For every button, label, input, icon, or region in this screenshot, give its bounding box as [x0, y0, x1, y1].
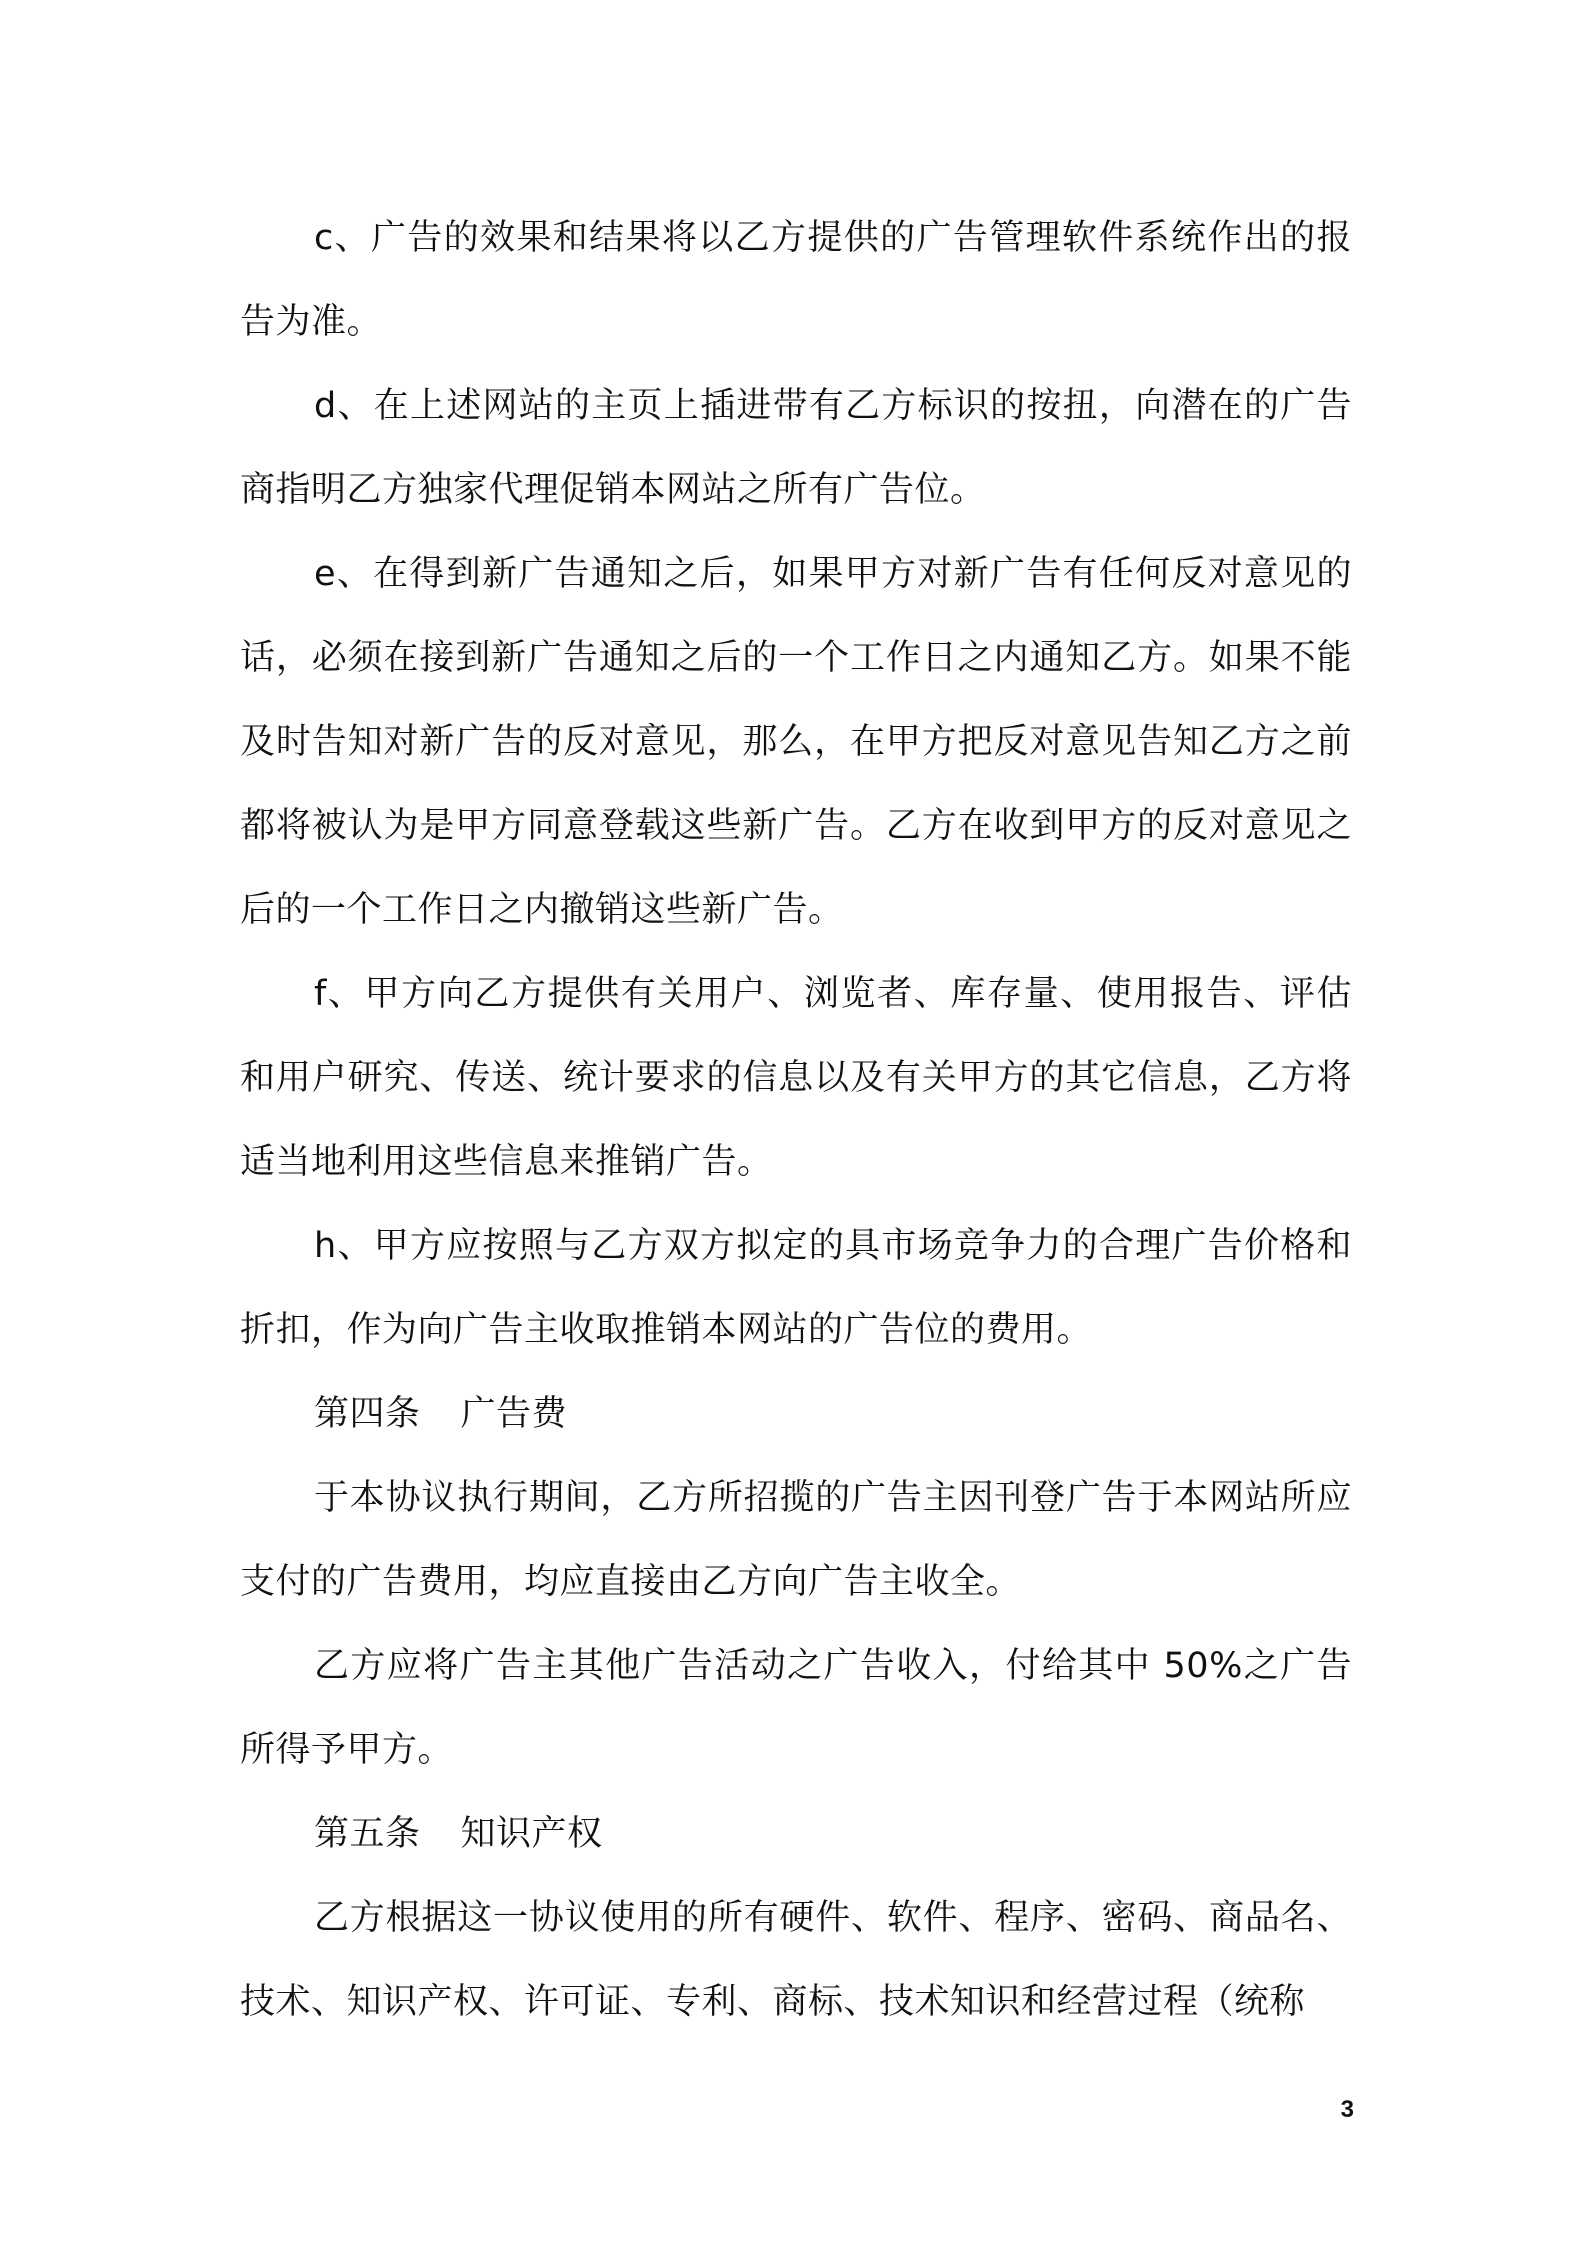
article-5-title: 知识产权	[460, 1814, 603, 1854]
article-5-paragraph-1: 乙方根据这一协议使用的所有硬件、软件、程序、密码、商品名、技术、知识产权、许可证、专利、商标、技术知识和经营过程（统称	[240, 1898, 1352, 2022]
article-4-paragraph-1: 于本协议执行期间，乙方所招揽的广告主因刊登广告于本网站所应支付的广告费用，均应直接由乙方向广告主收全。	[240, 1478, 1352, 1602]
article-5-heading	[240, 1792, 1352, 1876]
article-4-title: 广告费	[460, 1394, 568, 1434]
article-4-heading	[240, 1372, 1352, 1456]
article-4-number: 第四条	[314, 1394, 421, 1434]
paragraph-h: h、甲方应按照与乙方双方拟定的具市场竞争力的合理广告价格和折扣，作为向广告主收取推销本网站的广告位的费用。	[240, 1226, 1352, 1350]
document-body	[240, 196, 1352, 2044]
paragraph-e: e、在得到新广告通知之后，如果甲方对新广告有任何反对意见的话，必须在接到新广告通知之后的一个工作日之内通知乙方。如果不能及时告知对新广告的反对意见，那么，在甲方把反对意见告知乙方之前都将被认为是甲方同意登载这些新广告。乙方在收到甲方的反对意见之后的一个工作日之内撤销这些新广告。	[240, 554, 1352, 930]
article-5-number: 第五条	[314, 1814, 421, 1854]
page-number: 3	[1340, 2096, 1354, 2123]
article-4-paragraph-2: 乙方应将广告主其他广告活动之广告收入，付给其中 50%之广告所得予甲方。	[240, 1646, 1352, 1770]
paragraph-c: c、广告的效果和结果将以乙方提供的广告管理软件系统作出的报告为准。	[240, 218, 1352, 342]
paragraph-f: f、甲方向乙方提供有关用户、浏览者、库存量、使用报告、评估和用户研究、传送、统计要求的信息以及有关甲方的其它信息，乙方将适当地利用这些信息来推销广告。	[240, 974, 1352, 1182]
paragraph-d: d、在上述网站的主页上插进带有乙方标识的按扭，向潜在的广告商指明乙方独家代理促销本网站之所有广告位。	[240, 386, 1352, 510]
